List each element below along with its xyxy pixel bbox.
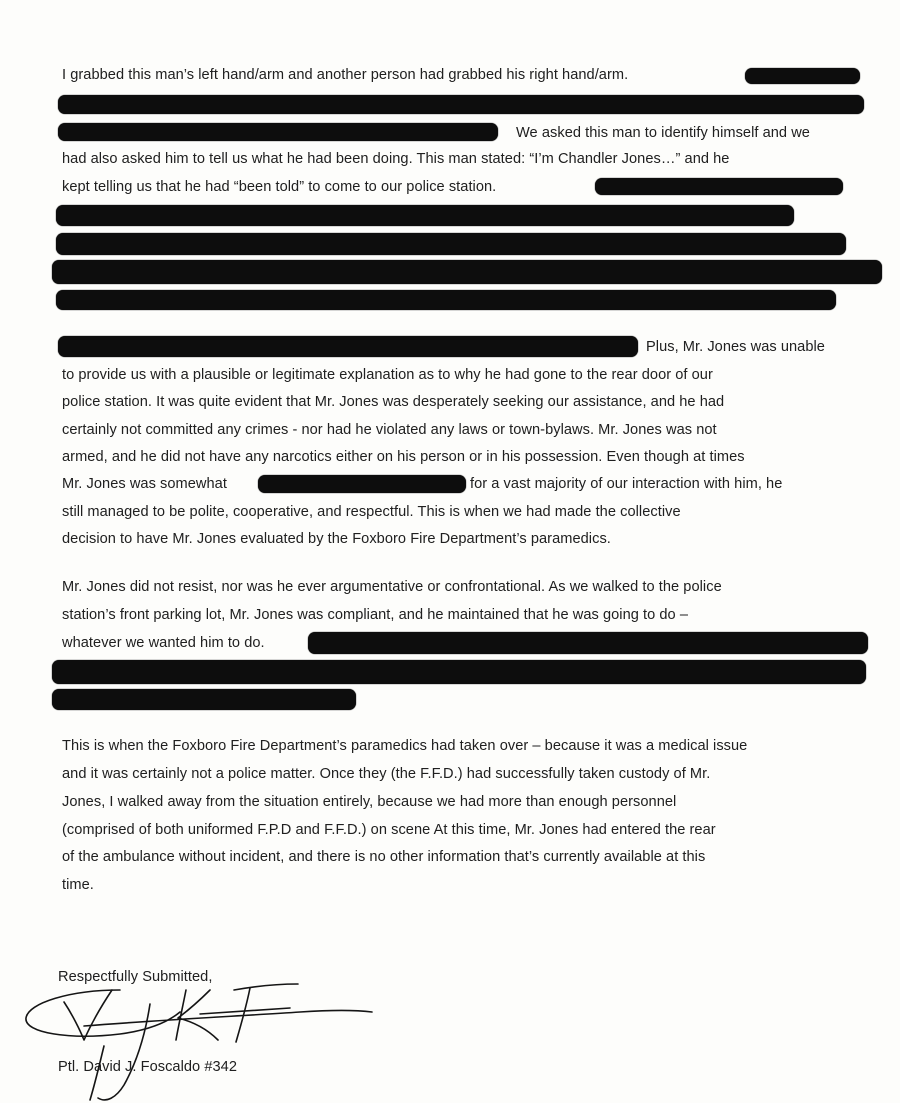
- text-line: (comprised of both uniformed F.P.D and F.F.D.) on scene At this time, Mr. Jones had entered the rear: [62, 822, 716, 838]
- redaction-bar: [308, 632, 868, 654]
- text-line: police station. It was quite evident that Mr. Jones was desperately seeking our assistance, and he had: [62, 394, 725, 410]
- salutation: Respectfully Submitted,: [58, 969, 213, 985]
- redaction-bar: [52, 660, 866, 684]
- redaction-bar: [52, 689, 356, 710]
- text-line: Mr. Jones was somewhat: [62, 476, 227, 492]
- redaction-bar: [56, 233, 846, 255]
- text-line: certainly not committed any crimes - nor had he violated any laws or town-bylaws. Mr. Jones was not: [62, 422, 717, 438]
- redaction-bar: [258, 475, 466, 493]
- text-line: whatever we wanted him to do.: [62, 635, 265, 651]
- redaction-bar: [595, 178, 843, 195]
- text-line: and it was certainly not a police matter. Once they (the F.F.D.) had successfully taken custody of Mr.: [62, 766, 711, 782]
- redaction-bar: [52, 260, 882, 284]
- signer-name: Ptl. David J. Foscaldo #342: [58, 1059, 237, 1075]
- text-line: armed, and he did not have any narcotics either on his person or in his possession. Even though at times: [62, 449, 745, 465]
- text-line: I grabbed this man’s left hand/arm and another person had grabbed his right hand/arm.: [62, 67, 629, 83]
- text-line: Plus, Mr. Jones was unable: [646, 339, 825, 355]
- text-line: We asked this man to identify himself and we: [516, 125, 810, 141]
- text-line: Mr. Jones did not resist, nor was he ever argumentative or confrontational. As we walked to the police: [62, 579, 722, 595]
- redaction-bar: [56, 205, 794, 226]
- text-line: kept telling us that he had “been told” to come to our police station.: [62, 179, 497, 195]
- redaction-bar: [745, 68, 860, 84]
- text-line: for a vast majority of our interaction with him, he: [470, 476, 783, 492]
- text-line: station’s front parking lot, Mr. Jones was compliant, and he maintained that he was going to do –: [62, 607, 688, 623]
- redaction-bar: [58, 336, 638, 357]
- text-line: Jones, I walked away from the situation entirely, because we had more than enough personnel: [62, 794, 677, 810]
- text-line: of the ambulance without incident, and there is no other information that’s currently available at this: [62, 849, 706, 865]
- redaction-bar: [58, 95, 864, 114]
- text-line: time.: [62, 877, 94, 893]
- text-line: had also asked him to tell us what he had been doing. This man stated: “I’m Chandler Jones…” and he: [62, 151, 730, 167]
- text-line: still managed to be polite, cooperative, and respectful. This is when we had made the collective: [62, 504, 681, 520]
- redaction-bar: [56, 290, 836, 310]
- text-line: This is when the Foxboro Fire Department’s paramedics had taken over – because it was a medical issue: [62, 738, 748, 754]
- text-line: decision to have Mr. Jones evaluated by the Foxboro Fire Department’s paramedics.: [62, 531, 611, 547]
- text-line: to provide us with a plausible or legitimate explanation as to why he had gone to the rear door of our: [62, 367, 713, 383]
- redaction-bar: [58, 123, 498, 141]
